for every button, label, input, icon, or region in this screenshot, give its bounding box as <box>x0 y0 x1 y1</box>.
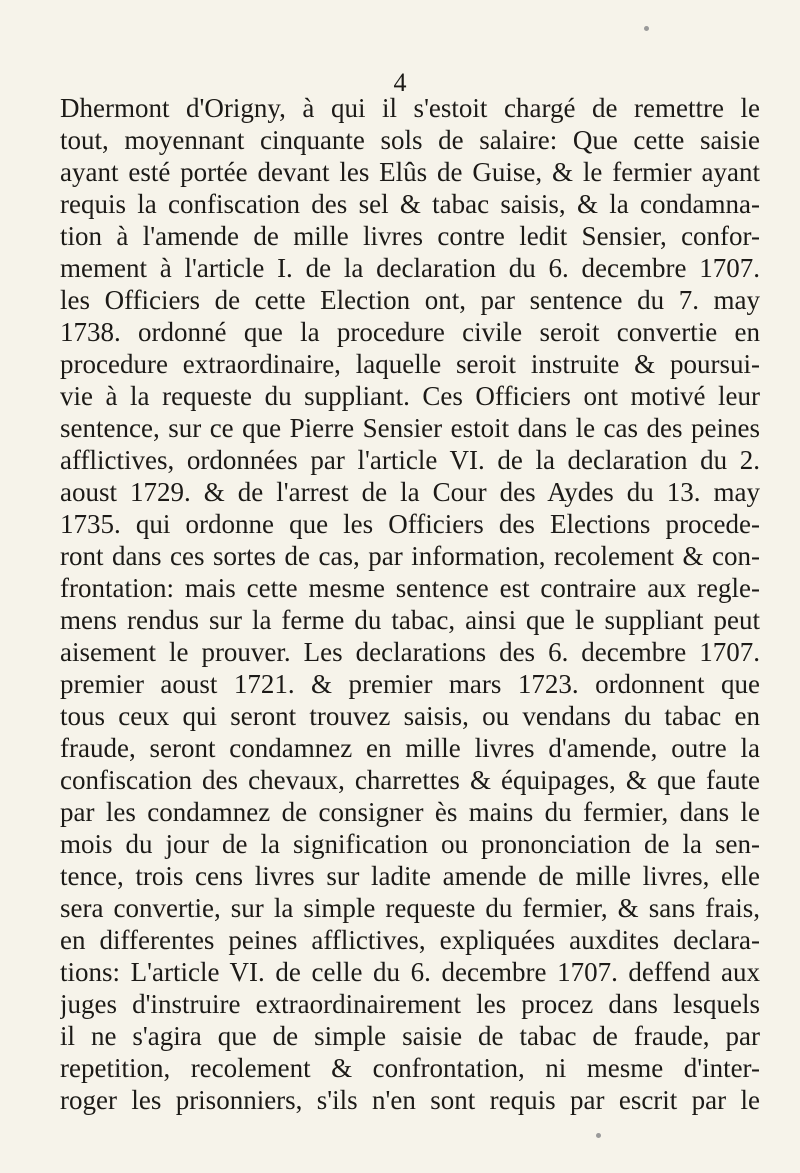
text-line: aoust 1729. & de l'arrest de la Cour des Aydes du 13. may <box>60 477 760 507</box>
text-line: vie à la requeste du suppliant. Ces Officiers ont motivé leur <box>60 381 760 411</box>
text-line: les Officiers de cette Election ont, par sentence du 7. may <box>60 285 760 315</box>
text-line: tous ceux qui seront trouvez saisis, ou vendans du tabac en <box>60 701 760 731</box>
text-line: confiscation des chevaux, charrettes & équipages, & que faute <box>60 765 760 795</box>
text-line: aisement le prouver. Les declarations des 6. decembre 1707. <box>60 637 760 667</box>
text-line: requis la confiscation des sel & tabac saisis, & la condamna- <box>60 189 760 219</box>
text-line: par les condamnez de consigner ès mains du fermier, dans le <box>60 797 760 827</box>
page-number: 4 <box>393 68 407 97</box>
text-line: ront dans ces sortes de cas, par information, recolement & con- <box>60 541 760 571</box>
text-line: frontation: mais cette mesme sentence est contraire aux regle- <box>60 573 760 603</box>
text-line: fraude, seront condamnez en mille livres d'amende, outre la <box>60 733 760 763</box>
body-text <box>60 92 760 1116</box>
text-line: tout, moyennant cinquante sols de salaire: Que cette saisie <box>60 125 760 155</box>
text-line: sentence, sur ce que Pierre Sensier estoit dans le cas des peines <box>60 413 760 443</box>
text-line: tions: L'article VI. de celle du 6. decembre 1707. deffend aux <box>60 957 760 987</box>
text-line: ayant esté portée devant les Elûs de Guise, & le fermier ayant <box>60 157 760 187</box>
text-line: tion à l'amende de mille livres contre ledit Sensier, confor- <box>60 221 760 251</box>
text-line: roger les prisonniers, s'ils n'en sont requis par escrit par le <box>60 1085 760 1115</box>
text-line: 1735. qui ordonne que les Officiers des Elections procede- <box>60 509 760 539</box>
text-line: Dhermont d'Origny, à qui il s'estoit chargé de remettre le <box>60 93 760 123</box>
text-line: tence, trois cens livres sur ladite amende de mille livres, elle <box>60 861 760 891</box>
text-line: mois du jour de la signification ou prononciation de la sen- <box>60 829 760 859</box>
text-line: il ne s'agira que de simple saisie de tabac de fraude, par <box>60 1021 760 1051</box>
text-line: afflictives, ordonnées par l'article VI. de la declaration du 2. <box>60 445 760 475</box>
text-line: procedure extraordinaire, laquelle seroit instruite & poursui- <box>60 349 760 379</box>
text-line: premier aoust 1721. & premier mars 1723. ordonnent que <box>60 669 760 699</box>
ink-speck <box>644 26 649 31</box>
text-line: juges d'instruire extraordinairement les procez dans lesquels <box>60 989 760 1019</box>
ink-speck <box>596 1133 601 1138</box>
text-line: mens rendus sur la ferme du tabac, ainsi que le suppliant peut <box>60 605 760 635</box>
text-line: en differentes peines afflictives, expliquées auxdites declara- <box>60 925 760 955</box>
text-line: sera convertie, sur la simple requeste du fermier, & sans frais, <box>60 893 760 923</box>
text-line: 1738. ordonné que la procedure civile seroit convertie en <box>60 317 760 347</box>
text-line: repetition, recolement & confrontation, ni mesme d'inter- <box>60 1053 760 1083</box>
text-line: mement à l'article I. de la declaration du 6. decembre 1707. <box>60 253 760 283</box>
